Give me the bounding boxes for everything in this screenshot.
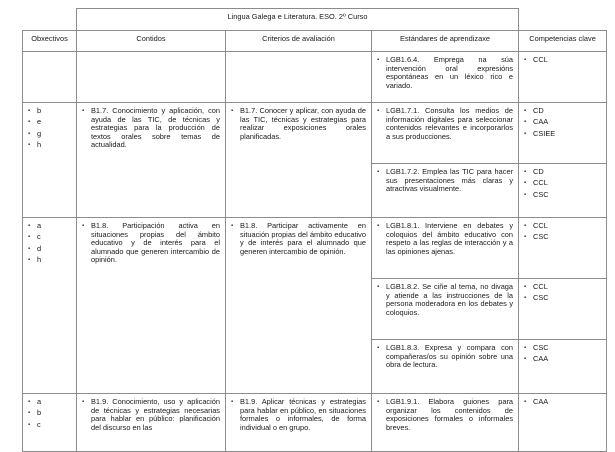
contenido-cell xyxy=(77,103,226,218)
estandar-cell xyxy=(372,164,519,218)
criterio-text: ▪ B1.8. Participar activamente en situación propias del ámbito educativo y de interés para el alumnado que generen intercambio de opinión. xyxy=(231,222,366,256)
contenido-text: ▪ B1.8. Participación activa en situaciones propias del ámbito educativo y de interés para el alumnado que generen intercambio de opinión. xyxy=(82,222,220,265)
contenido-cell xyxy=(77,52,226,103)
curriculum-table xyxy=(22,8,607,452)
competencia-item: ▪ CCL xyxy=(524,179,601,188)
contenido-cell xyxy=(77,218,226,394)
header-estandares: Estándares de aprendizaxe xyxy=(372,31,519,52)
table-row xyxy=(23,52,607,103)
competencia-item: ▪ CSC xyxy=(524,191,601,200)
table-title: Lingua Galega e Literatura. ESO. 2º Curso xyxy=(77,9,519,31)
objetivo-item: ▪ e xyxy=(28,118,71,127)
objetivos-list xyxy=(28,222,71,265)
competencias-list xyxy=(524,107,601,138)
competencia-item: ▪ CD xyxy=(524,168,601,177)
objetivo-item: ▪ b xyxy=(28,107,71,116)
objetivo-item: ▪ a xyxy=(28,398,71,407)
competencia-item: ▪ CCL xyxy=(524,56,601,65)
header-competencias: Competencias clave xyxy=(519,31,607,52)
objetivo-item: ▪ a xyxy=(28,222,71,231)
objetivos-cell xyxy=(23,218,77,394)
estandar-cell xyxy=(372,340,519,394)
criterio-cell xyxy=(226,394,372,452)
competencias-cell xyxy=(519,218,607,279)
competencia-item: ▪ CD xyxy=(524,107,601,116)
estandar-text: ▪ LGB1.6.4. Emprega na súa intervención oral expresións espontáneas en un léxico rico e variado. xyxy=(377,56,513,90)
estandar-cell xyxy=(372,52,519,103)
objetivo-item: ▪ g xyxy=(28,130,71,139)
objetivo-item: ▪ c xyxy=(28,421,71,430)
criterio-text: ▪ B1.9. Aplicar técnicas y estrategias para hablar en público, en situaciones formales o informales, de forma individual o en grupo. xyxy=(231,398,366,432)
estandar-cell xyxy=(372,103,519,164)
contenido-text: ▪ B1.7. Conocimiento y aplicación, con ayuda de las TIC, de técnicas y estrategias para la producción de textos orales sobre temas de actualidad. xyxy=(82,107,220,150)
estandar-cell xyxy=(372,218,519,279)
objetivo-item: ▪ b xyxy=(28,409,71,418)
estandar-text: ▪ LGB1.7.1. Consulta los medios de información digitales para seleccionar contenidos relevantes e incorporarlos a sus producciones. xyxy=(377,107,513,141)
objetivos-cell xyxy=(23,103,77,218)
competencias-list xyxy=(524,398,601,407)
objetivos-list xyxy=(28,107,71,150)
estandar-cell xyxy=(372,279,519,340)
header-criterios: Criterios de avaliación xyxy=(226,31,372,52)
competencias-list xyxy=(524,283,601,303)
competencia-item: ▪ CSC xyxy=(524,294,601,303)
criterio-cell xyxy=(226,52,372,103)
objetivo-item: ▪ d xyxy=(28,245,71,254)
competencias-list xyxy=(524,222,601,242)
estandar-text: ▪ LGB1.7.2. Emplea las TIC para hacer sus presentaciones más claras y atractivas visualmente. xyxy=(377,168,513,194)
table-row xyxy=(23,103,607,164)
curriculum-table-body xyxy=(23,9,607,452)
competencias-cell xyxy=(519,103,607,164)
estandar-text: ▪ LGB1.8.2. Se ciñe al tema, no divaga y atiende a las instrucciones de la persona moderadora en los debates y coloquios. xyxy=(377,283,513,317)
criterio-cell xyxy=(226,218,372,394)
contenido-cell xyxy=(77,394,226,452)
objetivos-list xyxy=(28,398,71,429)
title-row xyxy=(23,9,607,31)
criterio-text: ▪ B1.7. Conocer y aplicar, con ayuda de las TIC, técnicas y estrategias para realizar exposiciones orales planificadas. xyxy=(231,107,366,141)
competencias-cell xyxy=(519,164,607,218)
contenido-text: ▪ B1.9. Conocimiento, uso y aplicación de técnicas y estrategias necesarias para hablar en público: planificación del discurso en las xyxy=(82,398,220,432)
estandar-text: ▪ LGB1.8.1. Interviene en debates y coloquios del ámbito educativo con respeto a las reglas de interacción y a las opiniones ajenas. xyxy=(377,222,513,256)
objetivo-item: ▪ c xyxy=(28,233,71,242)
objetivo-item: ▪ h xyxy=(28,256,71,265)
competencias-list xyxy=(524,344,601,364)
title-spacer xyxy=(519,9,607,31)
competencias-cell xyxy=(519,52,607,103)
estandar-text: ▪ LGB1.8.3. Expresa y compara con compañeras/os su opinión sobre una obra de lectura. xyxy=(377,344,513,370)
header-row xyxy=(23,31,607,52)
competencias-cell xyxy=(519,394,607,452)
objetivo-item: ▪ h xyxy=(28,141,71,150)
competencia-item: ▪ CSC xyxy=(524,344,601,353)
competencias-cell xyxy=(519,340,607,394)
competencias-cell xyxy=(519,279,607,340)
competencias-list xyxy=(524,56,601,65)
table-row xyxy=(23,394,607,452)
competencias-list xyxy=(524,168,601,199)
competencia-item: ▪ CAA xyxy=(524,355,601,364)
estandar-text: ▪ LGB1.9.1. Elabora guiones para organizar los contenidos de exposiciones formales o informales breves. xyxy=(377,398,513,432)
competencia-item: ▪ CSC xyxy=(524,233,601,242)
objetivos-cell xyxy=(23,394,77,452)
competencia-item: ▪ CAA xyxy=(524,118,601,127)
competencia-item: ▪ CCL xyxy=(524,283,601,292)
criterio-cell xyxy=(226,103,372,218)
header-contenidos: Contidos xyxy=(77,31,226,52)
table-row xyxy=(23,218,607,279)
competencia-item: ▪ CSIEE xyxy=(524,130,601,139)
competencia-item: ▪ CAA xyxy=(524,398,601,407)
header-objetivos: Obxectivos xyxy=(23,31,77,52)
estandar-cell xyxy=(372,394,519,452)
objetivos-cell xyxy=(23,52,77,103)
title-spacer xyxy=(23,9,77,31)
competencia-item: ▪ CCL xyxy=(524,222,601,231)
